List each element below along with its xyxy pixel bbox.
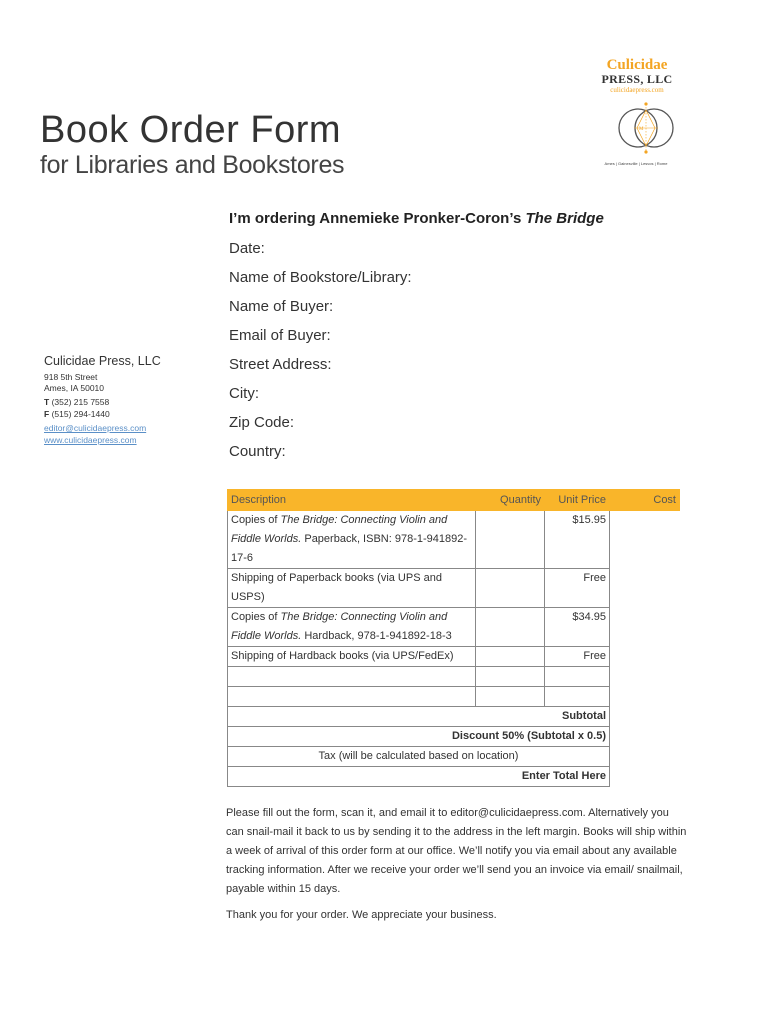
- contact-fax-label: F: [44, 409, 50, 419]
- logo-name: Culicidae: [606, 57, 668, 73]
- row-unit-price: Free: [545, 647, 610, 667]
- field-country[interactable]: Country:: [229, 443, 286, 460]
- row-desc-title: The Bridge: Connecting Violin and Fiddle Worlds.: [231, 611, 448, 642]
- contact-email-link[interactable]: editor@culicidaepress.com: [44, 423, 147, 433]
- row-unit-price: $34.95: [545, 608, 610, 647]
- discount-value[interactable]: [610, 727, 680, 747]
- empty-description-cell[interactable]: [228, 687, 476, 707]
- field-zip-code[interactable]: Zip Code:: [229, 414, 295, 431]
- table-row: [228, 569, 680, 608]
- contact-phone-number: (352) 215 7558: [51, 397, 110, 407]
- header-description: Description: [228, 490, 476, 511]
- subtotal-row: [228, 707, 680, 727]
- logo-press: PRESS, LLC: [601, 72, 673, 86]
- row-desc-title: The Bridge: Connecting Violin and Fiddle Worlds.: [231, 514, 448, 545]
- order-table: [227, 489, 680, 787]
- page-subtitle: for Libraries and Bookstores: [40, 151, 345, 179]
- subtotal-value[interactable]: [610, 707, 680, 727]
- thanks-paragraph: Thank you for your order. We appreciate your business.: [226, 909, 497, 921]
- row-cost-input[interactable]: [610, 608, 680, 647]
- discount-row: [228, 727, 680, 747]
- row-desc-text: Copies of: [231, 611, 281, 623]
- row-desc-text: Shipping of Paperback books (via UPS and USPS): [231, 572, 442, 603]
- total-label: Enter Total Here: [228, 767, 610, 787]
- logo-cities: Ames | Gainesville | Lesvos | Rome: [604, 161, 668, 166]
- contact-phone: [44, 397, 109, 408]
- table-header-row: [228, 490, 680, 511]
- contact-fax: [44, 409, 110, 420]
- contact-company-name: Culicidae Press, LLC: [44, 354, 161, 368]
- ordering-heading: [229, 210, 604, 227]
- subtotal-label: Subtotal: [228, 707, 610, 727]
- row-unit-price: Free: [545, 569, 610, 608]
- empty-description-cell[interactable]: [228, 667, 476, 687]
- row-desc-text: Shipping of Hardback books (via UPS/FedEx): [231, 650, 454, 662]
- row-description: [228, 608, 476, 647]
- row-quantity-input[interactable]: [476, 647, 545, 667]
- logo-url: culicidaepress.com: [610, 86, 664, 94]
- logo-emblem-icon: [616, 100, 676, 156]
- field-bookstore-name[interactable]: Name of Bookstore/Library:: [229, 269, 412, 286]
- total-value[interactable]: [610, 767, 680, 787]
- table-row: [228, 608, 680, 647]
- empty-price-cell[interactable]: [545, 667, 610, 687]
- tax-label: Tax (will be calculated based on location): [228, 747, 610, 767]
- discount-label: Discount 50% (Subtotal x 0.5): [228, 727, 610, 747]
- empty-price-cell[interactable]: [545, 687, 610, 707]
- row-cost-input[interactable]: [610, 569, 680, 608]
- row-desc-detail: Hardback, 978-1-941892-18-3: [301, 630, 452, 642]
- empty-cost-cell[interactable]: [610, 687, 680, 707]
- row-cost-input[interactable]: [610, 647, 680, 667]
- row-desc-text: Copies of: [231, 514, 281, 526]
- row-unit-price: $15.95: [545, 511, 610, 569]
- field-street-address[interactable]: Street Address:: [229, 356, 332, 373]
- table-row-empty: [228, 667, 680, 687]
- row-desc-detail: Paperback, ISBN: 978-1-941892-17-6: [231, 533, 468, 564]
- page-title: Book Order Form: [40, 109, 342, 151]
- field-buyer-email[interactable]: Email of Buyer:: [229, 327, 331, 344]
- empty-cost-cell[interactable]: [610, 667, 680, 687]
- instructions-paragraph: Please fill out the form, scan it, and email it to editor@culicidaepress.com. Alternatively you can snail-mail it back to us by sending it to the address in the left margin. Books will ship within a week of arrival of this order form at our office. We’ll notify you via email about any available tracking information. After we receive your order we’ll send you an invoice via email/ snailmail, payable within 15 days.: [226, 807, 687, 895]
- contact-fax-number: (515) 294-1440: [51, 409, 110, 419]
- logo-emblem-letter: M: [639, 127, 644, 132]
- field-city[interactable]: City:: [229, 385, 259, 402]
- row-description: [228, 569, 476, 608]
- field-buyer-name[interactable]: Name of Buyer:: [229, 298, 334, 315]
- contact-street: 918 5th Street: [44, 372, 98, 382]
- header-quantity: Quantity: [476, 490, 545, 511]
- tax-row: [228, 747, 680, 767]
- ordering-prefix: I’m ordering Annemieke Pronker-Coron’s: [229, 210, 526, 227]
- tax-value[interactable]: [610, 747, 680, 767]
- row-description: [228, 647, 476, 667]
- contact-city: Ames, IA 50010: [44, 383, 105, 393]
- header-unit-price: Unit Price: [545, 490, 610, 511]
- field-date[interactable]: Date:: [229, 240, 265, 257]
- contact-website-link[interactable]: www.culicidaepress.com: [44, 435, 137, 445]
- ordering-book-title: The Bridge: [525, 210, 604, 227]
- empty-quantity-cell[interactable]: [476, 687, 545, 707]
- row-quantity-input[interactable]: [476, 608, 545, 647]
- header-cost: Cost: [610, 490, 680, 511]
- empty-quantity-cell[interactable]: [476, 667, 545, 687]
- row-cost-input[interactable]: [610, 511, 680, 569]
- table-row: [228, 511, 680, 569]
- row-quantity-input[interactable]: [476, 511, 545, 569]
- table-row-empty: [228, 687, 680, 707]
- row-quantity-input[interactable]: [476, 569, 545, 608]
- total-row: [228, 767, 680, 787]
- row-description: [228, 511, 476, 569]
- table-row: [228, 647, 680, 667]
- contact-phone-label: T: [44, 397, 50, 407]
